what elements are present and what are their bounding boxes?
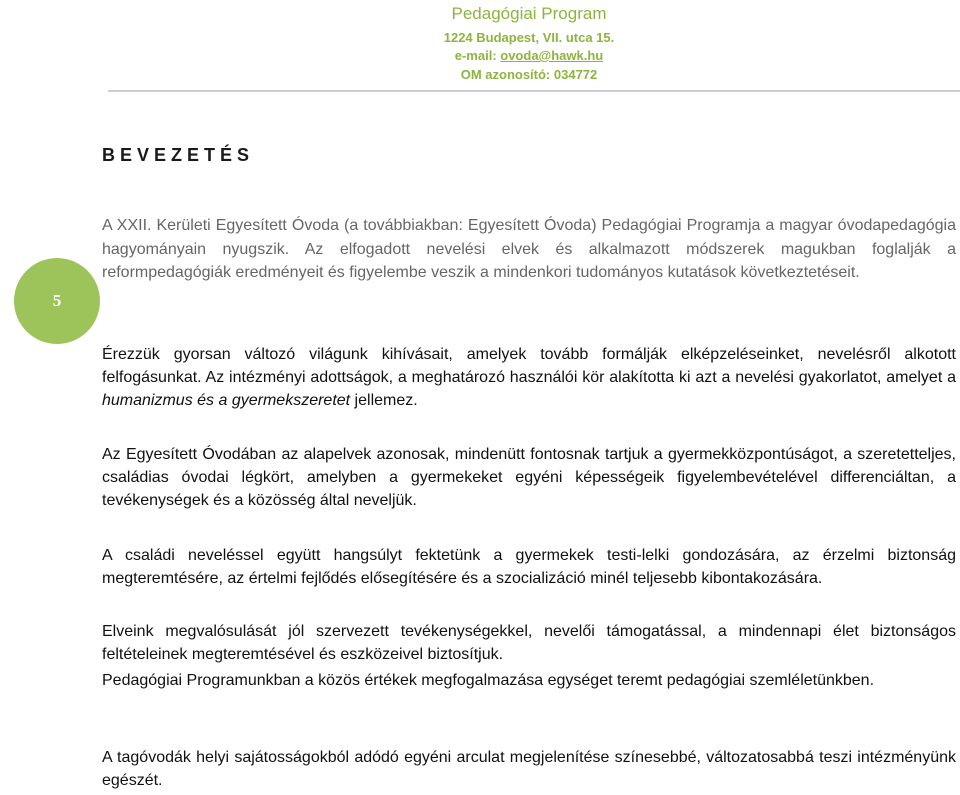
paragraph-challenges-emphasis: humanizmus és a gyermekszeretet [102, 392, 351, 409]
paragraph-principles: Az Egyesített Óvodában az alapelvek azonosak, mindenütt fontosnak tartjuk a gyermekközpontúságot, a szeretetteljes, családias óvodai légkört, amelyben a gyermekeket egyéni képességeik figyelembevételével differenciáltan, a tevékenységek és a közösség által neveljük. [102, 446, 956, 509]
header-divider [108, 90, 960, 92]
page-number: 5 [52, 291, 62, 310]
paragraph-realization: Elveink megvalósulását jól szervezett tevékenységekkel, nevelői támogatással, a mindennapi élet biztonságos feltételeinek megteremtésével és eszközeivel biztosítjuk. [102, 623, 956, 663]
header-address: 1224 Budapest, VII. utca 15. [443, 30, 615, 45]
section-heading: BEVEZETÉS [102, 145, 255, 165]
header-email-link[interactable]: ovoda@hawk.hu [500, 48, 604, 63]
paragraph-common-values: Pedagógiai Programunkban a közös értékek megfogalmazása egységet teremt pedagógiai szemléletünkben. [102, 672, 875, 689]
paragraph-member-kindergartens: A tagóvodák helyi sajátosságokból adódó egyéni arculat megjelenítése színesebbé, változatosabbá teszi intézményünk egészét. [102, 749, 956, 789]
paragraph-intro: A XXII. Kerületi Egyesített Óvoda (a továbbiakban: Egyesített Óvoda) Pedagógiai Programja a magyar óvodapedagógia hagyományain nyugszik. Az elfogadott nevelési elvek és alkalmazott módszerek magukban foglalják a reformpedagógiák eredményeit és figyelembe veszik a mindenkori tudományos kutatások következtetéseit. [102, 217, 956, 281]
paragraph-challenges-end: jellemez. [350, 392, 418, 409]
paragraph-challenges [102, 343, 956, 412]
header-title: Pedagógiai Program [451, 4, 607, 23]
page-number-badge [14, 258, 100, 344]
paragraph-challenges-text: Érezzük gyorsan változó világunk kihívásait, amelyek tovább formálják elképzeléseinket, nevelésről alkotott felfogásunkat. Az intézményi adottságok, a meghatározó használói kör alakította ki azt a nevelési gyakorlatot, amelyet a [102, 346, 956, 386]
header-email-label: e-mail: [454, 48, 501, 63]
paragraph-family-education: A családi neveléssel együtt hangsúlyt fektetünk a gyermekek testi-lelki gondozására, az érzelmi biztonság megteremtésére, az értelmi fejlődés elősegítésére és a szocializáció minél teljesebb kibontakozására. [102, 547, 956, 587]
header-email-line [0, 48, 960, 64]
header-om-id: OM azonosító: 034772 [460, 67, 598, 82]
